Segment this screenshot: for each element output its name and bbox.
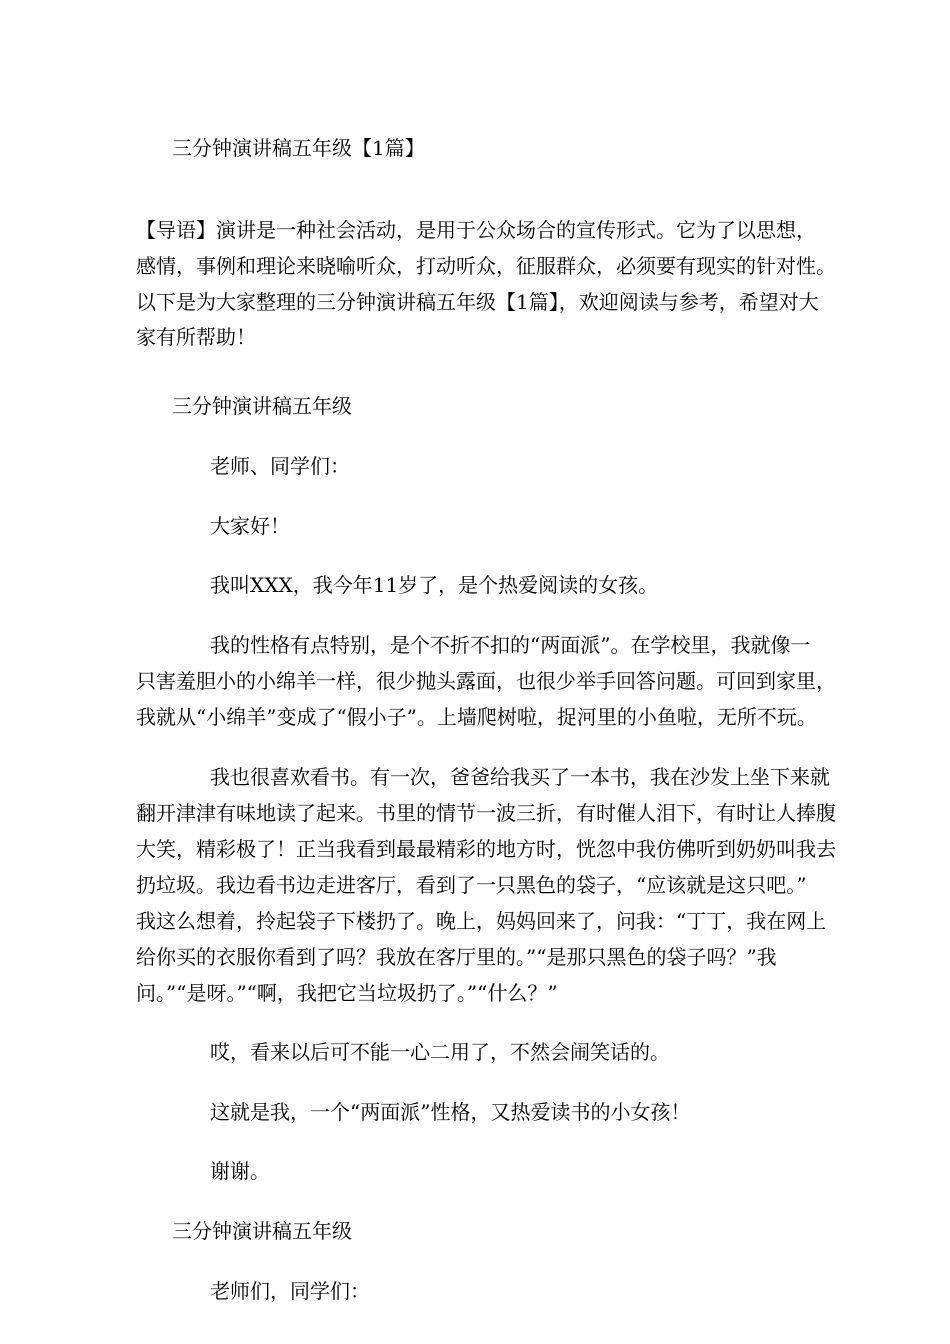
intro-line-1: 【导语】演讲是一种社会活动，是用于公众场合的宣传形式。它为了以思想， — [136, 218, 816, 242]
reading-line-5: 我这么想着，拎起袋子下楼扔了。晚上，妈妈回来了，问我：“丁丁，我在网上 — [136, 909, 827, 933]
document-title: 三分钟演讲稿五年级【1篇】 — [172, 136, 425, 160]
reading-line-4: 扔垃圾。我边看书边走进客厅，看到了一只黑色的袋子，“应该就是这只吧。” — [136, 873, 807, 897]
reading-line-3: 大笑，精彩极了！正当我看到最最精彩的地方时，恍忽中我仿佛听到奶奶叫我去 — [136, 837, 836, 861]
intro-line-4: 家有所帮助！ — [136, 325, 256, 349]
summary-line: 这就是我，一个“两面派”性格，又热爱读书的小女孩！ — [210, 1100, 691, 1124]
self-intro-line: 我叫XXX，我今年11岁了，是个热爱阅读的女孩。 — [210, 573, 659, 597]
thanks-line: 谢谢。 — [210, 1159, 270, 1183]
character-line-3: 我就从“小绵羊”变成了“假小子”。上墙爬树啦，捉河里的小鱼啦，无所不玩。 — [136, 705, 817, 729]
intro-line-3: 以下是为大家整理的三分钟演讲稿五年级【1篇】，欢迎阅读与参考，希望对大 — [136, 290, 819, 314]
reading-line-1: 我也很喜欢看书。有一次，爸爸给我买了一本书，我在沙发上坐下来就 — [210, 765, 830, 789]
reading-line-7: 问。”“是呀。”“啊，我把它当垃圾扔了。”“什么？” — [136, 981, 558, 1005]
character-line-1: 我的性格有点特别，是个不折不扣的“两面派”。在学校里，我就像一 — [210, 633, 811, 657]
section-heading-1: 三分钟演讲稿五年级 — [172, 394, 352, 418]
intro-line-2: 感情，事例和理论来晓喻听众，打动听众，征服群众，必须要有现实的针对性。 — [136, 254, 836, 278]
greeting-1: 老师、同学们： — [210, 454, 350, 478]
character-line-2: 只害羞胆小的小绵羊一样，很少抛头露面，也很少举手回答问题。可回到家里， — [136, 669, 836, 693]
hello-line: 大家好！ — [210, 514, 290, 538]
reading-line-6: 给你买的衣服你看到了吗？我放在客厅里的。”“是那只黑色的袋子吗？”我 — [136, 945, 777, 969]
reading-line-2: 翻开津津有味地读了起来。书里的情节一波三折，有时催人泪下，有时让人捧腹 — [136, 801, 836, 825]
lesson-line: 哎，看来以后可不能一心二用了，不然会闹笑话的。 — [210, 1040, 670, 1064]
greeting-2: 老师们，同学们： — [210, 1279, 370, 1303]
section-heading-2: 三分钟演讲稿五年级 — [172, 1219, 352, 1243]
